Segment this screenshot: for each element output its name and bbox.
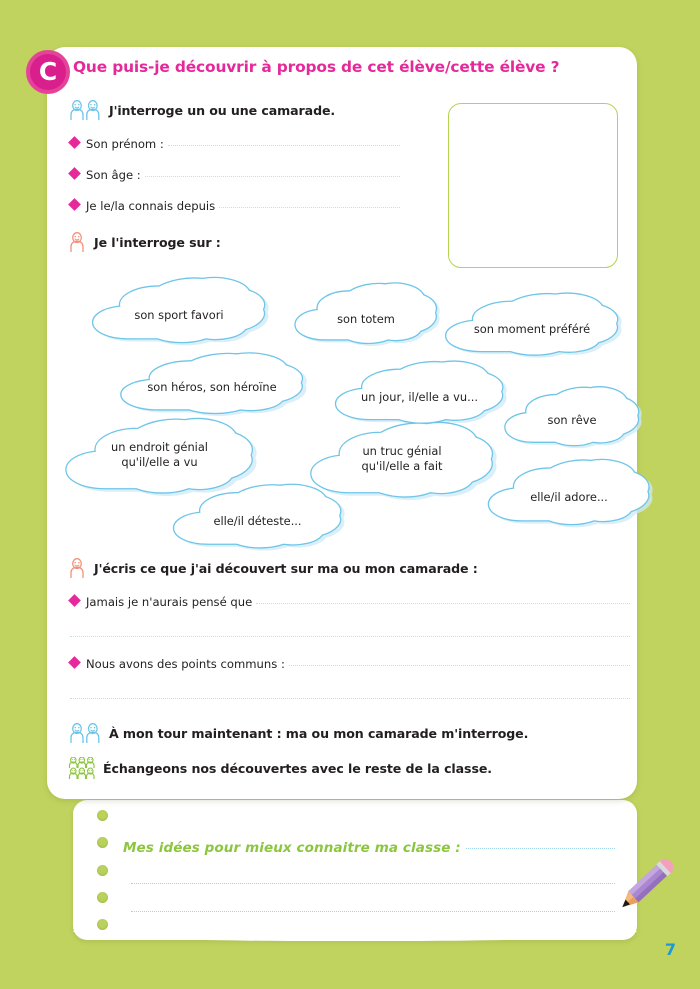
notes-dot (97, 892, 108, 903)
field-label: Son prénom : (86, 137, 164, 151)
page-number: 7 (664, 940, 676, 959)
notes-input-line[interactable] (131, 883, 615, 884)
notes-dot (97, 865, 108, 876)
field-input-points-communs[interactable] (289, 665, 630, 666)
section-badge-letter: C (38, 57, 58, 86)
notes-dots (95, 810, 109, 930)
task-write-label: J'écris ce que j'ai découvert sur ma ou mon camarade : (94, 561, 478, 576)
cloud-topic[interactable] (170, 477, 345, 559)
field-row-points-communs (70, 657, 630, 671)
cloud-topic-label: un truc génial qu'il/elle a fait (361, 444, 443, 474)
task-ask-about-label: Je l'interroge sur : (94, 235, 221, 250)
field-input-jamais-pense-line2[interactable] (70, 636, 630, 637)
task-my-turn-label: À mon tour maintenant : ma ou mon camarade m'interroge. (109, 726, 529, 741)
field-row-connais-depuis (70, 199, 400, 213)
cloud-topic[interactable] (485, 452, 653, 536)
notes-dot (97, 810, 108, 821)
task-ask-about (68, 232, 221, 253)
cloud-topic-label: elle/il déteste... (213, 514, 302, 528)
notes-input-line[interactable] (131, 911, 615, 912)
notes-input-line[interactable] (466, 848, 615, 849)
section-badge-inner (30, 54, 66, 90)
field-input-points-communs-line2[interactable] (70, 698, 630, 699)
cloud-topic-label: son sport favori (134, 308, 224, 322)
cloud-topic[interactable] (292, 276, 440, 354)
task-interview-label: J'interroge un ou une camarade. (109, 103, 336, 118)
two-people-icon (68, 723, 102, 744)
field-input-age[interactable] (145, 176, 400, 177)
cloud-topic-label: son héros, son héroïne (147, 380, 277, 394)
cloud-topic-label: un jour, il/elle a vu... (361, 390, 478, 404)
photo-drawing-box[interactable] (448, 103, 618, 268)
field-row-age (70, 168, 400, 182)
one-person-icon (68, 232, 87, 253)
two-people-icon (68, 100, 102, 121)
page-title: Que puis-je découvrir à propos de cet élève/cette élève ? (73, 58, 560, 76)
cloud-topic[interactable] (89, 270, 269, 354)
diamond-bullet-icon (68, 594, 81, 607)
field-label: Jamais je n'aurais pensé que (86, 595, 253, 609)
field-label: Son âge : (86, 168, 141, 182)
cloud-topic-label: un endroit génial qu'il/elle a vu (111, 440, 208, 470)
task-write (68, 558, 478, 579)
field-row-jamais-pense (70, 595, 630, 609)
field-row-prenom (70, 137, 400, 151)
cloud-topic-label: son rêve (547, 413, 597, 427)
notes-title-row (123, 840, 615, 856)
notes-title: Mes idées pour mieux connaitre ma classe : (123, 840, 461, 856)
cloud-topics-group (47, 262, 637, 562)
diamond-bullet-icon (68, 656, 81, 669)
diamond-bullet-icon (68, 167, 81, 180)
task-interview (68, 100, 335, 121)
pencil-icon (604, 852, 678, 926)
notes-dot (97, 837, 108, 848)
task-my-turn (68, 723, 528, 744)
field-input-jamais-pense[interactable] (256, 603, 630, 604)
cloud-topic-label: son moment préféré (473, 322, 591, 336)
cloud-topic[interactable] (502, 380, 642, 456)
diamond-bullet-icon (68, 136, 81, 149)
task-share (68, 757, 492, 780)
cloud-topic-label: elle/il adore... (530, 490, 608, 504)
field-label: Je le/la connais depuis (86, 199, 216, 213)
one-person-icon (68, 558, 87, 579)
cloud-topic-label: son totem (337, 312, 395, 326)
notes-body (123, 814, 615, 912)
field-label: Nous avons des points communs : (86, 657, 285, 671)
notes-card (73, 800, 637, 940)
field-input-prenom[interactable] (168, 145, 400, 146)
section-badge (26, 50, 70, 94)
field-input-connais-depuis[interactable] (219, 207, 400, 208)
task-share-label: Échangeons nos découvertes avec le reste de la classe. (103, 761, 492, 776)
diamond-bullet-icon (68, 198, 81, 211)
group-of-people-icon (68, 757, 96, 780)
notes-dot (97, 919, 108, 930)
